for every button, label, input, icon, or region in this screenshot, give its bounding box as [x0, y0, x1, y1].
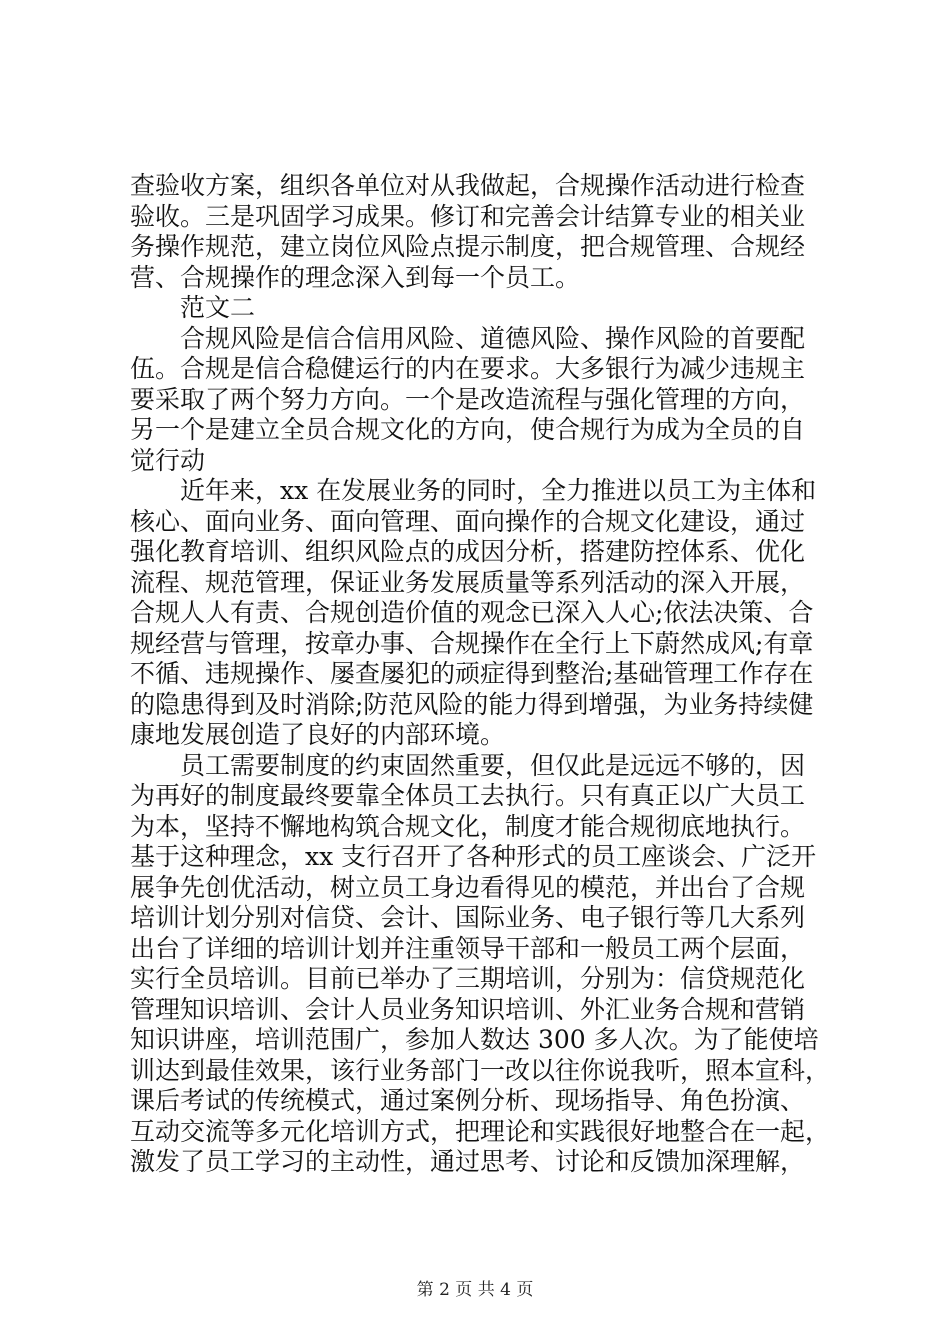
text-line: 康地发展创造了良好的内部环境。 — [130, 720, 506, 749]
text-line: 合规人人有责、合规创造价值的观念已深入人心;依法决策、合 — [130, 598, 814, 627]
text-line: 流程、规范管理，保证业务发展质量等系列活动的深入开展， — [130, 567, 806, 597]
text-line: 规经营与管理，按章办事、合规操作在全行上下蔚然成风;有章 — [130, 628, 814, 658]
text-line: 员工需要制度的约束固然重要，但仅此是远远不够的，因 — [180, 750, 806, 780]
text-line: 实行全员培训。目前已举办了三期培训，分别为：信贷规范化 — [130, 964, 806, 993]
text-line: 互动交流等多元化培训方式，把理论和实践很好地整合在一起， — [130, 1116, 831, 1146]
text-line: 务操作规范，建立岗位风险点提示制度，把合规管理、合规经 — [130, 232, 806, 261]
text-line: 为再好的制度最终要靠全体员工去执行。只有真正以广大员工 — [130, 781, 806, 810]
text-line: 合规风险是信合信用风险、道德风险、操作风险的首要配 — [180, 323, 806, 353]
text-line: 核心、面向业务、面向管理、面向操作的合规文化建设，通过 — [130, 506, 806, 536]
text-line: 训达到最佳效果，该行业务部门一改以往你说我听，照本宣科， — [130, 1055, 831, 1085]
text-line: 强化教育培训、组织风险点的成因分析，搭建防控体系、优化 — [130, 537, 806, 566]
document-body — [130, 171, 830, 1178]
text-line: 展争先创优活动，树立员工身边看得见的模范，并出台了合规 — [130, 872, 806, 902]
text-line: 验收。三是巩固学习成果。修订和完善会计结算专业的相关业 — [130, 201, 806, 231]
page-footer — [0, 1275, 950, 1300]
text-line: 培训计划分别对信贷、会计、国际业务、电子银行等几大系列 — [130, 903, 806, 932]
text-line: 知识讲座，培训范围广，参加人数达 300 多人次。为了能使培 — [130, 1025, 819, 1054]
text-line: 基于这种理念，xx 支行召开了各种形式的员工座谈会、广泛开 — [130, 842, 817, 871]
text-line: 营、合规操作的理念深入到每一个员工。 — [130, 262, 581, 292]
text-line: 管理知识培训、会计人员业务知识培训、外汇业务合规和营销 — [130, 994, 806, 1024]
page-indicator: 第 2 页 共 4 页 — [416, 1280, 534, 1300]
text-line: 激发了员工学习的主动性，通过思考、讨论和反馈加深理解， — [130, 1147, 806, 1176]
text-line: 课后考试的传统模式，通过案例分析、现场指导、角色扮演、 — [130, 1086, 806, 1115]
text-line: 伍。合规是信合稳健运行的内在要求。大多银行为减少违规主 — [130, 354, 806, 383]
text-line: 查验收方案，组织各单位对从我做起，合规操作活动进行检查 — [130, 171, 806, 200]
text-line: 另一个是建立全员合规文化的方向，使合规行为成为全员的自 — [130, 415, 806, 444]
text-line: 范文二 — [180, 293, 256, 322]
text-line: 为本，坚持不懈地构筑合规文化，制度才能合规彻底地执行。 — [130, 811, 806, 841]
text-line: 出台了详细的培训计划并注重领导干部和一般员工两个层面， — [130, 933, 806, 963]
text-line: 的隐患得到及时消除;防范风险的能力得到增强，为业务持续健 — [130, 689, 814, 719]
text-line: 近年来，xx 在发展业务的同时，全力推进以员工为主体和 — [180, 476, 817, 505]
text-line: 要采取了两个努力方向。一个是改造流程与强化管理的方向， — [130, 384, 806, 414]
text-line: 觉行动 — [130, 445, 206, 475]
text-line: 不循、违规操作、屡查屡犯的顽症得到整治;基础管理工作存在 — [130, 659, 814, 688]
